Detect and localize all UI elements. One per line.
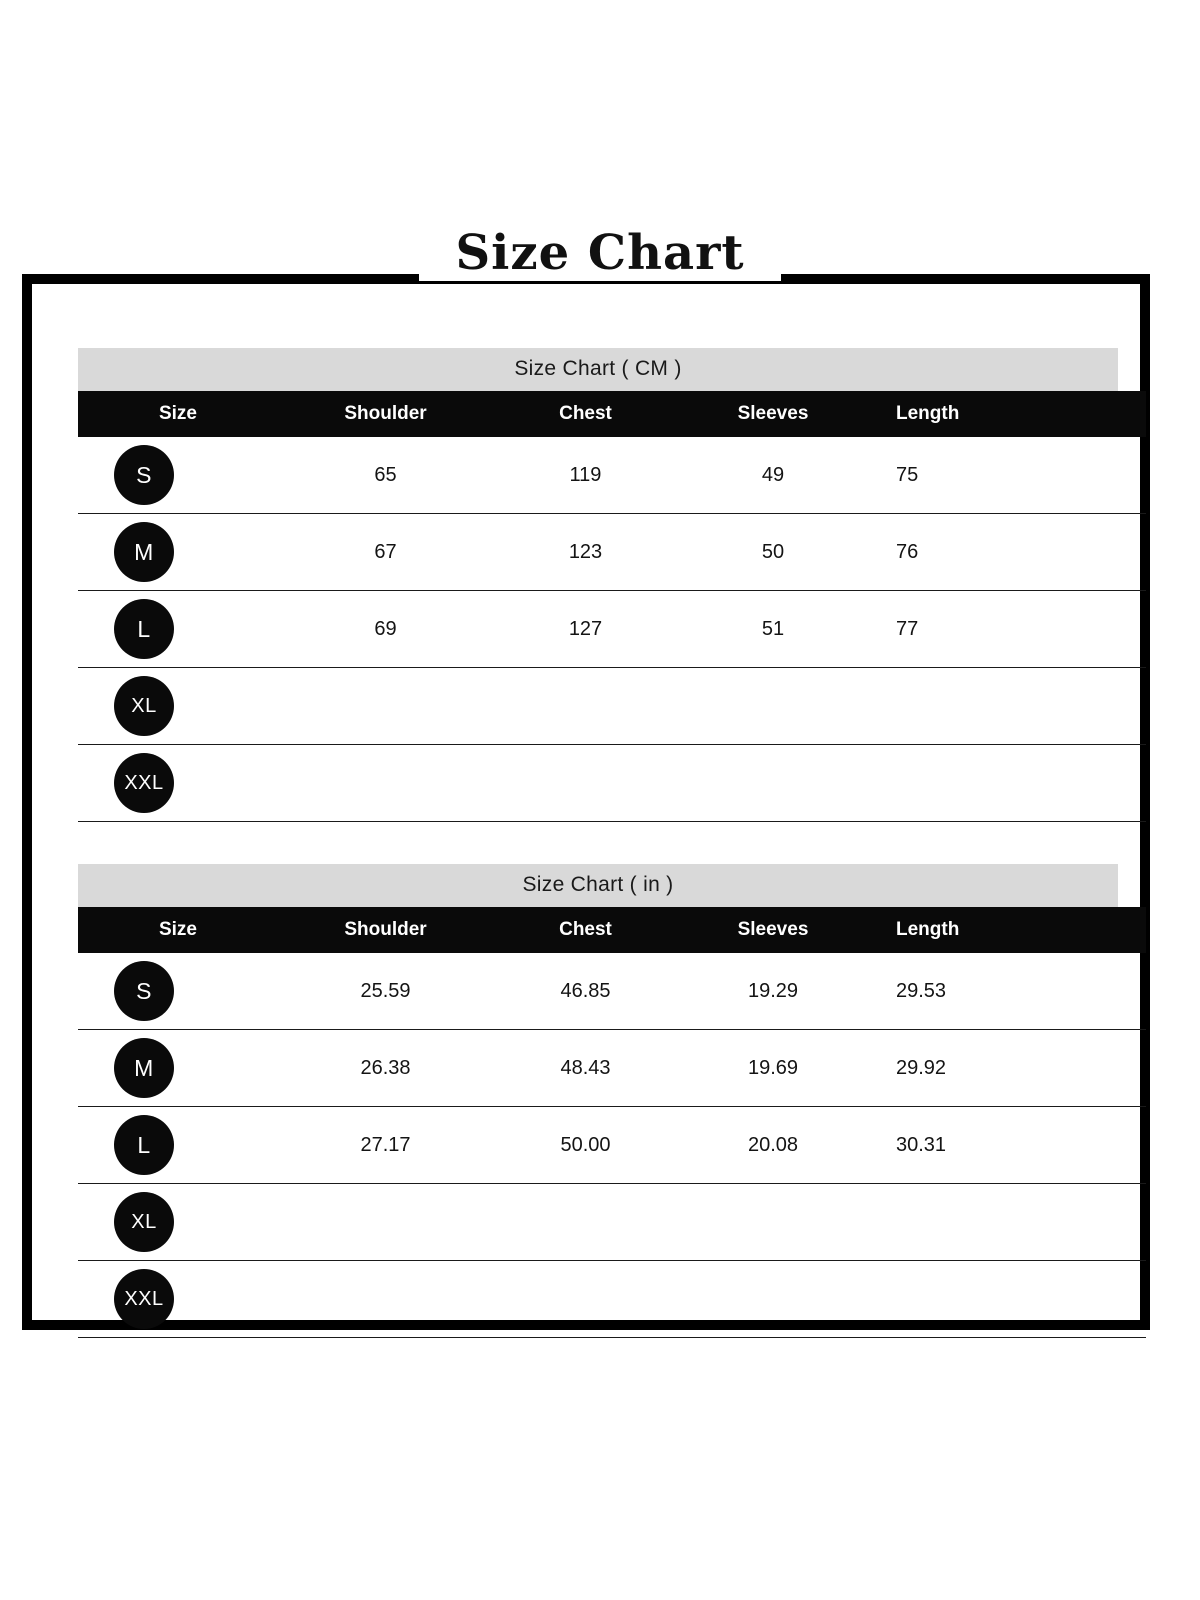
size-cell	[78, 745, 278, 822]
size-badge: XL	[114, 676, 174, 736]
size-badge: L	[114, 1115, 174, 1175]
column-header-size: Size	[78, 391, 278, 437]
shoulder-cell: 26.38	[278, 1030, 493, 1107]
size-cell	[78, 591, 278, 668]
shoulder-cell: 27.17	[278, 1107, 493, 1184]
table-row	[78, 1261, 1146, 1338]
size-cell	[78, 1184, 278, 1261]
length-cell: 30.31	[868, 1107, 1146, 1184]
shoulder-cell: 69	[278, 591, 493, 668]
chest-cell	[493, 745, 678, 822]
size-badge: M	[114, 522, 174, 582]
column-header-length: Length	[868, 907, 1146, 953]
sleeves-cell: 20.08	[678, 1107, 868, 1184]
band-label-cm: Size Chart ( CM )	[78, 348, 1118, 391]
size-badge: M	[114, 1038, 174, 1098]
size-badge: XXL	[114, 753, 174, 813]
size-table-in	[78, 907, 1146, 1338]
sleeves-cell: 51	[678, 591, 868, 668]
length-cell	[868, 668, 1146, 745]
length-cell: 29.53	[868, 953, 1146, 1030]
chest-cell	[493, 668, 678, 745]
size-table-in-head	[78, 907, 1146, 953]
length-cell: 77	[868, 591, 1146, 668]
size-badge: L	[114, 599, 174, 659]
shoulder-cell: 67	[278, 514, 493, 591]
size-cell	[78, 1030, 278, 1107]
size-table-cm-head	[78, 391, 1146, 437]
column-header-sleeves: Sleeves	[678, 907, 868, 953]
chest-cell: 119	[493, 437, 678, 514]
chest-cell: 127	[493, 591, 678, 668]
size-chart-tables	[78, 348, 1118, 1338]
sleeves-cell: 49	[678, 437, 868, 514]
length-cell	[868, 1261, 1146, 1338]
length-cell: 76	[868, 514, 1146, 591]
size-chart-frame	[22, 274, 1150, 1330]
length-cell: 29.92	[868, 1030, 1146, 1107]
column-header-sleeves: Sleeves	[678, 391, 868, 437]
column-header-chest: Chest	[493, 907, 678, 953]
table-row	[78, 591, 1146, 668]
chest-cell: 123	[493, 514, 678, 591]
table-row	[78, 437, 1146, 514]
size-chart-block-in	[78, 864, 1118, 1338]
table-header-row	[78, 907, 1146, 953]
table-row	[78, 1030, 1146, 1107]
column-header-shoulder: Shoulder	[278, 391, 493, 437]
chest-cell	[493, 1261, 678, 1338]
table-header-row	[78, 391, 1146, 437]
sleeves-cell	[678, 668, 868, 745]
table-row	[78, 668, 1146, 745]
column-header-shoulder: Shoulder	[278, 907, 493, 953]
shoulder-cell	[278, 668, 493, 745]
table-row	[78, 745, 1146, 822]
page-title-container	[0, 226, 1200, 281]
sleeves-cell	[678, 1261, 868, 1338]
page-title: Size Chart	[419, 226, 780, 281]
size-cell	[78, 437, 278, 514]
shoulder-cell: 25.59	[278, 953, 493, 1030]
length-cell	[868, 745, 1146, 822]
sleeves-cell: 50	[678, 514, 868, 591]
table-row	[78, 1107, 1146, 1184]
size-table-in-body	[78, 953, 1146, 1338]
length-cell	[868, 1184, 1146, 1261]
table-row	[78, 1184, 1146, 1261]
column-header-chest: Chest	[493, 391, 678, 437]
length-cell: 75	[868, 437, 1146, 514]
size-table-cm-body	[78, 437, 1146, 822]
sleeves-cell: 19.29	[678, 953, 868, 1030]
chest-cell	[493, 1184, 678, 1261]
sleeves-cell	[678, 1184, 868, 1261]
size-badge: XL	[114, 1192, 174, 1252]
size-cell	[78, 514, 278, 591]
size-badge: S	[114, 445, 174, 505]
size-badge: XXL	[114, 1269, 174, 1329]
size-badge: S	[114, 961, 174, 1021]
shoulder-cell: 65	[278, 437, 493, 514]
size-chart-block-cm	[78, 348, 1118, 822]
column-header-length: Length	[868, 391, 1146, 437]
shoulder-cell	[278, 1261, 493, 1338]
table-row	[78, 514, 1146, 591]
chest-cell: 48.43	[493, 1030, 678, 1107]
table-row	[78, 953, 1146, 1030]
size-table-cm	[78, 391, 1146, 822]
column-header-size: Size	[78, 907, 278, 953]
band-label-in: Size Chart ( in )	[78, 864, 1118, 907]
size-cell	[78, 668, 278, 745]
chest-cell: 46.85	[493, 953, 678, 1030]
shoulder-cell	[278, 745, 493, 822]
size-cell	[78, 1107, 278, 1184]
shoulder-cell	[278, 1184, 493, 1261]
size-cell	[78, 953, 278, 1030]
chest-cell: 50.00	[493, 1107, 678, 1184]
sleeves-cell: 19.69	[678, 1030, 868, 1107]
sleeves-cell	[678, 745, 868, 822]
size-cell	[78, 1261, 278, 1338]
